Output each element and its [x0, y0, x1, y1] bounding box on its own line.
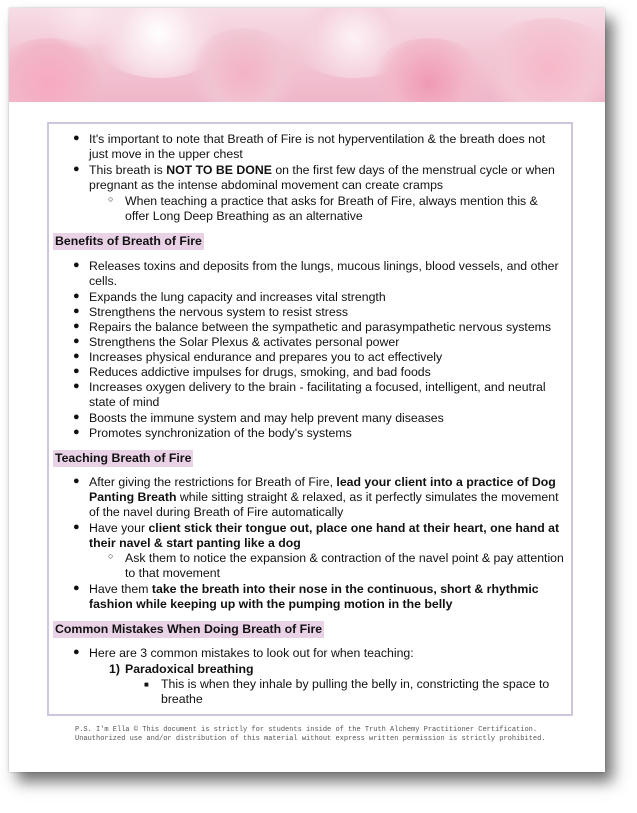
bullet-dot: ● — [73, 132, 80, 144]
benefit-item: Strengthens the nervous system to resist stress — [89, 305, 349, 319]
section-heading-mistakes: Common Mistakes When Doing Breath of Fire — [55, 622, 323, 636]
benefit-item: Promotes synchronization of the body's systems — [89, 426, 352, 440]
bullet-dot: ● — [73, 320, 80, 332]
bullet-dot: ● — [73, 290, 80, 302]
benefit-item: Increases oxygen delivery to the brain - facilitating a focused, intelligent, and neutral state of mind — [89, 380, 546, 409]
intro-bullet-1: It's important to note that Breath of Fire is not hyperventilation & the breath does not just move in the upper chest — [89, 132, 546, 161]
bullet-dot: ● — [73, 411, 80, 423]
bullet-circle: ○ — [108, 194, 114, 204]
document-page — [9, 8, 605, 772]
bullet-dot: ● — [73, 335, 80, 347]
bullet-dot: ● — [73, 582, 80, 594]
teaching-sub-bullet: Ask them to notice the expansion & contraction of the navel point & pay attention to that movement — [125, 551, 564, 580]
bullet-dot: ● — [73, 350, 80, 362]
benefit-item: Increases physical endurance and prepares you to act effectively — [89, 350, 443, 364]
benefit-item: Reduces addictive impulses for drugs, smoking, and bad foods — [89, 365, 431, 379]
intro-bullet-2: This breath is NOT TO BE DONE on the first few days of the menstrual cycle or when pregnant as the intense abdominal movement can create cramps — [89, 163, 555, 192]
numbered-item-number: 1) — [109, 662, 120, 676]
bullet-dot: ● — [73, 380, 80, 392]
benefit-item: Releases toxins and deposits from the lungs, mucous linings, blood vessels, and other cells. — [89, 259, 559, 288]
mistakes-bullet-1: Here are 3 common mistakes to look out for when teaching: — [89, 646, 414, 660]
numbered-item-label: Paradoxical breathing — [125, 662, 254, 676]
section-heading-teaching: Teaching Breath of Fire — [55, 451, 192, 465]
bullet-dot: ● — [73, 163, 80, 175]
bullet-dot: ● — [73, 365, 80, 377]
bullet-dot: ● — [73, 521, 80, 533]
bullet-dot: ● — [73, 305, 80, 317]
copyright-footer: P.S. I'm Ella © This document is strictly for students inside of the Truth Alchemy Practitioner Certification. Unauthorized use and/or distribution of this material without express written permission is strictly prohibited. — [75, 726, 546, 743]
intro-sub-bullet: When teaching a practice that asks for Breath of Fire, always mention this & offer Long Deep Breathing as an alternative — [125, 194, 538, 223]
benefit-item: Expands the lung capacity and increases vital strength — [89, 290, 386, 304]
floral-banner — [9, 8, 605, 102]
bullet-dot: ● — [73, 646, 80, 658]
bullet-square: ■ — [144, 680, 149, 689]
benefit-item: Boosts the immune system and may help prevent many diseases — [89, 411, 444, 425]
mistakes-sub-bullet: This is when they inhale by pulling the belly in, constricting the space to breathe — [161, 677, 550, 706]
teaching-bullet-3: Have them take the breath into their nose in the continuous, short & rhythmic fashion while keeping up with the pumping motion in the belly — [89, 582, 539, 611]
bullet-dot: ● — [73, 259, 80, 271]
teaching-bullet-1: After giving the restrictions for Breath of Fire, lead your client into a practice of Dog Panting Breath while sitting straight & relaxed, as it perfectly simulates the movement of the navel during Breath of Fire automatically — [89, 475, 559, 519]
bullet-dot: ● — [73, 426, 80, 438]
bullet-circle: ○ — [108, 551, 114, 561]
benefit-item: Repairs the balance between the sympathetic and parasympathetic nervous systems — [89, 320, 552, 334]
benefit-item: Strengthens the Solar Plexus & activates personal power — [89, 335, 400, 349]
teaching-bullet-2: Have your client stick their tongue out, place one hand at their heart, one hand at their navel & start panting like a dog — [89, 521, 560, 550]
bullet-dot: ● — [73, 475, 80, 487]
section-heading-benefits: Benefits of Breath of Fire — [55, 234, 202, 248]
